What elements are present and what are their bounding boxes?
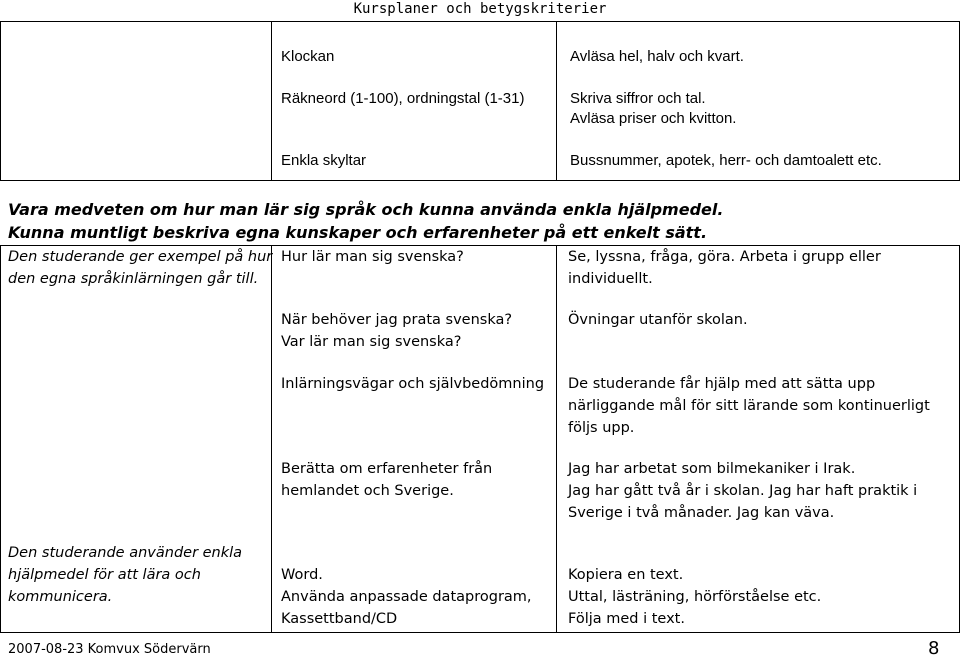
topic-tools-line-2: Använda anpassade dataprogram, [281, 589, 532, 605]
activity-1-line-2: individuellt. [568, 271, 653, 287]
activity-4-line-1: Jag har arbetat som bilmekaniker i Irak. [568, 461, 856, 477]
detail-numbers-line-1: Skriva siffror och tal. [570, 90, 706, 107]
top-table-border-bottom [0, 180, 960, 181]
detail-clock: Avläsa hel, halv och kvart. [570, 48, 744, 65]
top-table-divider [556, 21, 557, 181]
activity-3-line-3: följs upp. [568, 420, 635, 436]
top-table-divider [271, 21, 272, 181]
topic-experiences-line-1: Berätta om erfarenheter från [281, 461, 493, 477]
bottom-table-border-left [0, 245, 1, 633]
criterion-2-line-2: hjälpmedel för att lära och [8, 567, 201, 583]
topic-learning-paths: Inlärningsvägar och självbedömning [281, 376, 545, 392]
item-clock: Klockan [281, 48, 335, 65]
activity-3-line-2: närliggande mål för sitt lärande som kontinuerligt [568, 398, 930, 414]
top-table-border-top [0, 21, 960, 22]
activity-3-line-1: De studerande får hjälp med att sätta upp [568, 376, 876, 392]
goal-1: Vara medveten om hur man lär sig språk och kunna använda enkla hjälpmedel. [8, 200, 724, 219]
detail-numbers-line-2: Avläsa priser och kvitton. [570, 110, 737, 127]
document-header: Kursplaner och betygskriterier [353, 1, 607, 17]
activity-2: Övningar utanför skolan. [568, 312, 748, 328]
page-number: 8 [928, 638, 940, 659]
item-numbers: Räkneord (1-100), ordningstal (1-31) [281, 90, 525, 107]
topic-experiences-line-2: hemlandet och Sverige. [281, 483, 454, 499]
bottom-table-divider [556, 245, 557, 633]
criterion-2-line-3: kommunicera. [8, 589, 113, 605]
activity-tools-line-3: Följa med i text. [568, 611, 685, 627]
activity-4-line-2: Jag har gått två år i skolan. Jag har haft praktik i [568, 483, 918, 499]
criterion-1-line-2: den egna språkinlärningen går till. [8, 271, 259, 287]
topic-tools-line-3: Kassettband/CD [281, 611, 398, 627]
topic-when-speak-line-2: Var lär man sig svenska? [281, 334, 462, 350]
activity-tools-line-1: Kopiera en text. [568, 567, 684, 583]
top-table-border-left [0, 21, 1, 181]
bottom-table-divider [271, 245, 272, 633]
item-signs: Enkla skyltar [281, 152, 367, 169]
detail-signs: Bussnummer, apotek, herr- och damtoalett etc. [570, 152, 882, 169]
footer-date-school: 2007-08-23 Komvux Södervärn [8, 642, 211, 657]
topic-when-speak-line-1: När behöver jag prata svenska? [281, 312, 513, 328]
activity-4-line-3: Sverige i två månader. Jag kan väva. [568, 505, 835, 521]
topic-tools-line-1: Word. [281, 567, 323, 583]
activity-1-line-1: Se, lyssna, fråga, göra. Arbeta i grupp eller [568, 249, 881, 265]
goal-2: Kunna muntligt beskriva egna kunskaper och erfarenheter på ett enkelt sätt. [8, 223, 708, 242]
criterion-1-line-1: Den studerande ger exempel på hur [8, 249, 273, 265]
topic-how-learn: Hur lär man sig svenska? [281, 249, 464, 265]
bottom-table-border-bottom [0, 632, 960, 633]
criterion-2-line-1: Den studerande använder enkla [8, 545, 243, 561]
activity-tools-line-2: Uttal, lästräning, hörförståelse etc. [568, 589, 822, 605]
